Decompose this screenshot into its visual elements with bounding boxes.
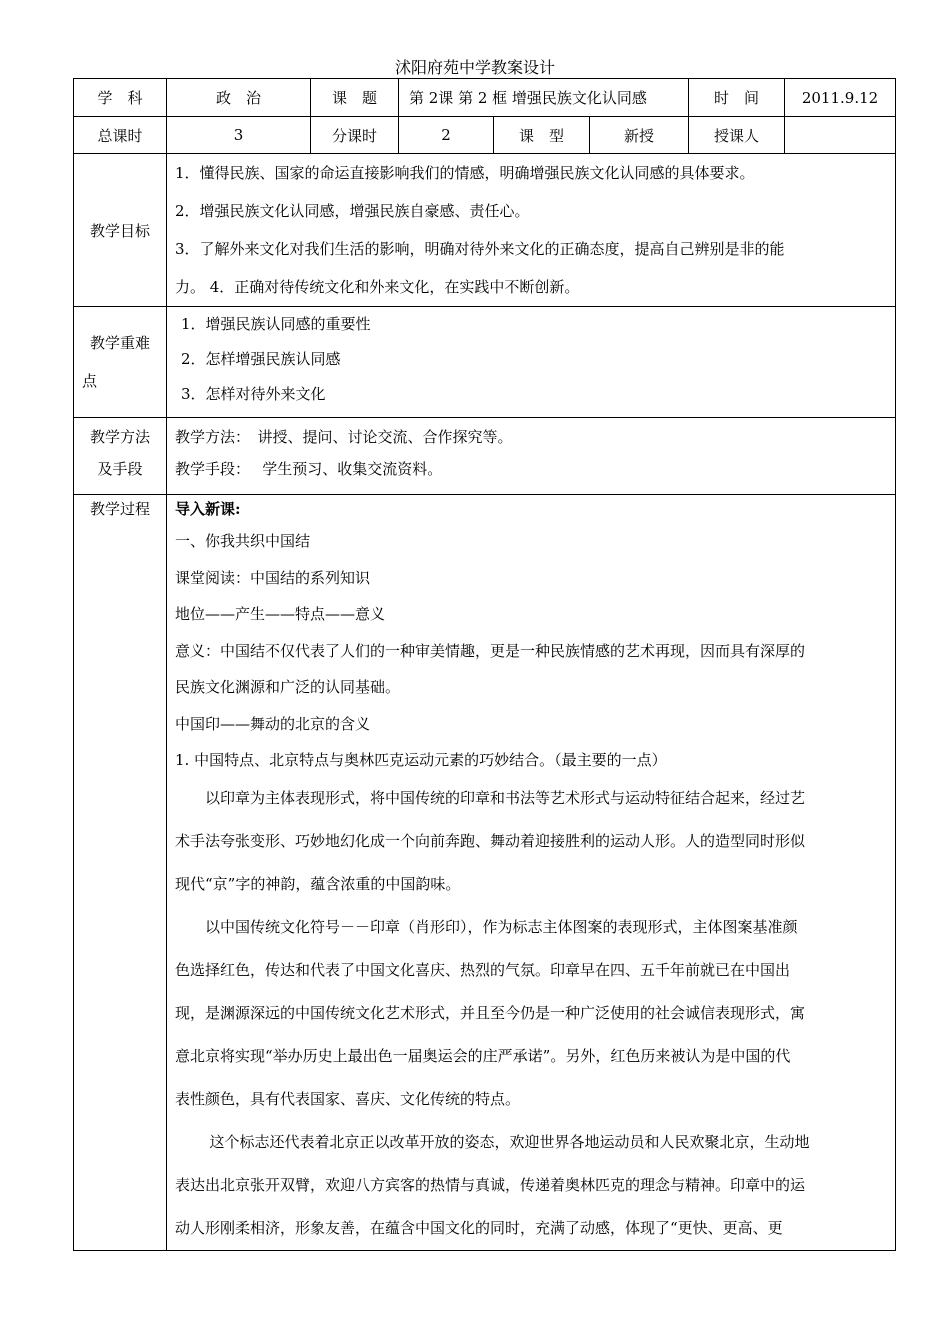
process-line: 地位——产生——特点——意义 <box>175 605 386 623</box>
paragraph-line: 意北京将实现“举办历史上最出色一届奥运会的庄严承诺”。另外，红色历来被认为是中国的代 <box>175 1046 791 1065</box>
objectives-content <box>167 154 896 307</box>
paragraph-line: 动人形刚柔相济，形象友善，在蕴含中国文化的同时，充满了动感，体现了“更快、更高、更 <box>175 1218 783 1237</box>
paragraph-line: 以印章为主体表现形式，将中国传统的印章和书法等艺术形式与运动特征结合起来，经过艺 <box>205 788 806 807</box>
paragraph-2 <box>175 906 887 1121</box>
methods-label <box>74 418 167 495</box>
time-label: 时 间 <box>689 79 785 117</box>
lesson-type-label: 课 型 <box>494 117 590 154</box>
key-points-label-line-1: 教学重难 <box>89 334 150 352</box>
key-points-label-line-2: 点 <box>82 372 98 390</box>
paragraph-line: 术手法夸张变形、巧妙地幻化成一个向前奔跑、舞动着迎接胜利的运动人形。人的造型同时形似 <box>175 831 806 850</box>
paragraph-line: 现，是渊源深远的中国传统文化艺术形式，并且至今仍是一种广泛使用的社会诚信表现形式，寓 <box>175 1003 806 1022</box>
sub-hours-value: 2 <box>399 117 494 154</box>
paragraph-3 <box>175 1121 887 1250</box>
topic-value: 第 2课 第 2 框 增强民族文化认同感 <box>399 79 689 117</box>
header-row-2 <box>74 117 896 154</box>
lesson-plan-table <box>73 78 896 1251</box>
methods-content <box>167 418 896 495</box>
paragraph-line: 色选择红色，传达和代表了中国文化喜庆、热烈的气氛。印章早在四、五千年前就已在中国出 <box>175 960 791 979</box>
objectives-label: 教学目标 <box>74 154 167 307</box>
process-line: 一、你我共织中国结 <box>175 532 311 550</box>
objectives-row <box>74 154 896 307</box>
sub-hours-label: 分课时 <box>311 117 399 154</box>
methods-label-line-2: 及手段 <box>97 460 143 478</box>
key-points-label <box>74 307 167 418</box>
header-row-1 <box>74 79 896 117</box>
objective-line: 3．了解外来文化对我们生活的影响，明确对待外来文化的正确态度，提高自己辨别是非的能 <box>175 240 785 258</box>
method-line: 教学手段： 学生预习、收集交流资料。 <box>175 460 443 478</box>
objective-line: 1．懂得民族、国家的命运直接影响我们的情感，明确增强民族文化认同感的具体要求。 <box>175 164 755 182</box>
paragraph-1 <box>175 777 887 906</box>
key-points-row <box>74 307 896 418</box>
topic-label: 课 题 <box>311 79 399 117</box>
lesson-type-value: 新授 <box>590 117 689 154</box>
total-hours-label: 总课时 <box>74 117 167 154</box>
methods-row <box>74 418 896 495</box>
key-point-line: 2．怎样增强民族认同感 <box>181 350 341 368</box>
document-title: 沭阳府苑中学教案设计 <box>394 58 555 77</box>
time-value: 2011.9.12 <box>785 79 896 117</box>
process-line: 中国印——舞动的北京的含义 <box>175 714 371 733</box>
paragraph-line: 表达出北京张开双臂，欢迎八方宾客的热情与真诚，传递着奥林匹克的理念与精神。印章中的运 <box>175 1175 806 1194</box>
paragraph-line: 现代“京”字的神韵，蕴含浓重的中国韵味。 <box>175 874 461 893</box>
objective-line: 力。 4．正确对待传统文化和外来文化，在实践中不断创新。 <box>175 278 580 296</box>
key-point-line: 3．怎样对待外来文化 <box>181 385 326 403</box>
teacher-label: 授课人 <box>689 117 785 154</box>
process-heading: 导入新课: <box>175 500 241 518</box>
key-points-content <box>167 307 896 418</box>
process-content <box>167 495 896 1251</box>
paragraph-line: 这个标志还代表着北京正以改革开放的姿态，欢迎世界各地运动员和人民欢聚北京，生动地 <box>209 1132 810 1151</box>
process-line: 民族文化渊源和广泛的认同基础。 <box>175 678 401 696</box>
process-line: 课堂阅读：中国结的系列知识 <box>175 568 371 587</box>
paragraph-line: 以中国传统文化符号－－印章（肖形印），作为标志主体图案的表现形式，主体图案基准颜 <box>205 917 798 936</box>
process-row <box>74 495 896 1251</box>
subject-label: 学 科 <box>74 79 167 117</box>
methods-label-line-1: 教学方法 <box>89 428 150 446</box>
total-hours-value: 3 <box>167 117 311 154</box>
process-line: 意义：中国结不仅代表了人们的一种审美情趣，更是一种民族情感的艺术再现，因而具有深厚的 <box>175 641 806 660</box>
key-point-line: 1．增强民族认同感的重要性 <box>181 315 371 333</box>
teacher-value <box>785 117 896 154</box>
process-line: 1. 中国特点、北京特点与奥林匹克运动元素的巧妙结合。（最主要的一点） <box>175 751 667 769</box>
subject-value: 政 治 <box>167 79 311 117</box>
process-label: 教学过程 <box>74 495 167 1251</box>
method-line: 教学方法： 讲授、提问、讨论交流、合作探究等。 <box>175 428 513 446</box>
objective-line: 2．增强民族文化认同感，增强民族自豪感、责任心。 <box>175 202 530 220</box>
paragraph-line: 表性颜色，具有代表国家、喜庆、文化传统的特点。 <box>175 1089 521 1108</box>
